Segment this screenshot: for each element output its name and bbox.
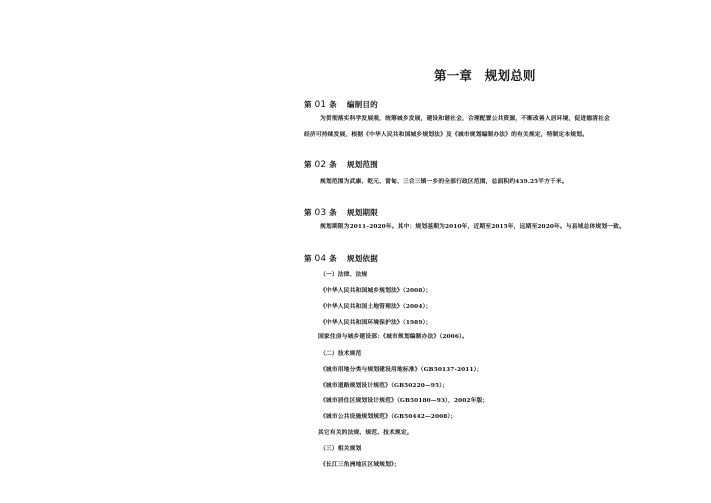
article-04-heading bbox=[304, 255, 378, 264]
article-04-line-4: 《中华人民共和国环境保护法》（1989）； bbox=[320, 320, 432, 326]
article-prefix: 第 bbox=[304, 100, 312, 109]
article-01-line-2: 经济可持续发展，根据《中华人民共和国城乡规划法》及《城市规划编制办法》的有关规定，特制定本规划。 bbox=[304, 132, 589, 138]
article-number: 02 bbox=[314, 160, 327, 170]
article-number: 04 bbox=[314, 254, 327, 264]
article-title: 编制目的 bbox=[346, 100, 378, 109]
article-04-line-7: 《城市用地分类与规划建设用地标准》（GB50137-2011）； bbox=[320, 367, 483, 373]
article-prefix: 第 bbox=[304, 254, 312, 263]
article-title: 规划范围 bbox=[346, 160, 378, 169]
article-04-line-11: 其它有关的法规、规范、技术规定。 bbox=[318, 430, 413, 436]
article-04-line-13: 《长江三角洲地区区域规划》； bbox=[320, 462, 400, 468]
article-02-line-1: 规划范围为武康、乾元、雷甸、三合三镇一乡的全部行政区范围，总面积约439.25平方千米。 bbox=[320, 179, 568, 185]
article-suffix: 条 bbox=[329, 160, 337, 169]
article-number: 01 bbox=[314, 100, 327, 110]
article-04-line-10: 《城市公共设施规划规范》（GB50442—2008）； bbox=[320, 414, 457, 420]
article-01-line-1: 为贯彻落实科学发展观，统筹城乡发展，建设和谐社会，合理配置公共资源，不断改善人居环境，促进德清社会 bbox=[320, 116, 610, 122]
article-prefix: 第 bbox=[304, 208, 312, 217]
article-02-heading bbox=[304, 161, 378, 170]
article-suffix: 条 bbox=[329, 100, 337, 109]
article-04-line-2: 《中华人民共和国城乡规划法》（2008）； bbox=[320, 288, 432, 294]
article-title: 规划依据 bbox=[346, 254, 378, 263]
article-title: 规划期限 bbox=[346, 208, 378, 217]
article-number: 03 bbox=[314, 208, 327, 218]
article-03-line-1: 规划期限为2011–2020年。其中：规划基期为2010年，近期至2015年，远期至2020年。与县域总体规划一致。 bbox=[320, 224, 626, 230]
article-04-line-6: （二）技术规范 bbox=[320, 351, 362, 357]
article-suffix: 条 bbox=[329, 254, 337, 263]
article-03-heading bbox=[304, 209, 378, 218]
article-prefix: 第 bbox=[304, 160, 312, 169]
article-01-heading bbox=[304, 101, 378, 110]
article-04-line-1: （一）法律、法规 bbox=[320, 272, 368, 278]
article-04-line-12: （三）相关规划 bbox=[320, 446, 362, 452]
article-04-line-8: 《城市道路规划设计规范》（GB50220—95）； bbox=[320, 383, 449, 389]
article-suffix: 条 bbox=[329, 208, 337, 217]
article-04-line-9: 《城市居住区规划设计规范》（GB50180—93），2002年版； bbox=[320, 398, 489, 404]
article-04-line-5: 国家住房与城乡建设部：《城市规划编制办法》（2006）。 bbox=[318, 334, 468, 340]
article-04-line-3: 《中华人民共和国土地管理法》（2004）； bbox=[320, 304, 432, 310]
chapter-title: 第一章 规划总则 bbox=[434, 68, 536, 83]
